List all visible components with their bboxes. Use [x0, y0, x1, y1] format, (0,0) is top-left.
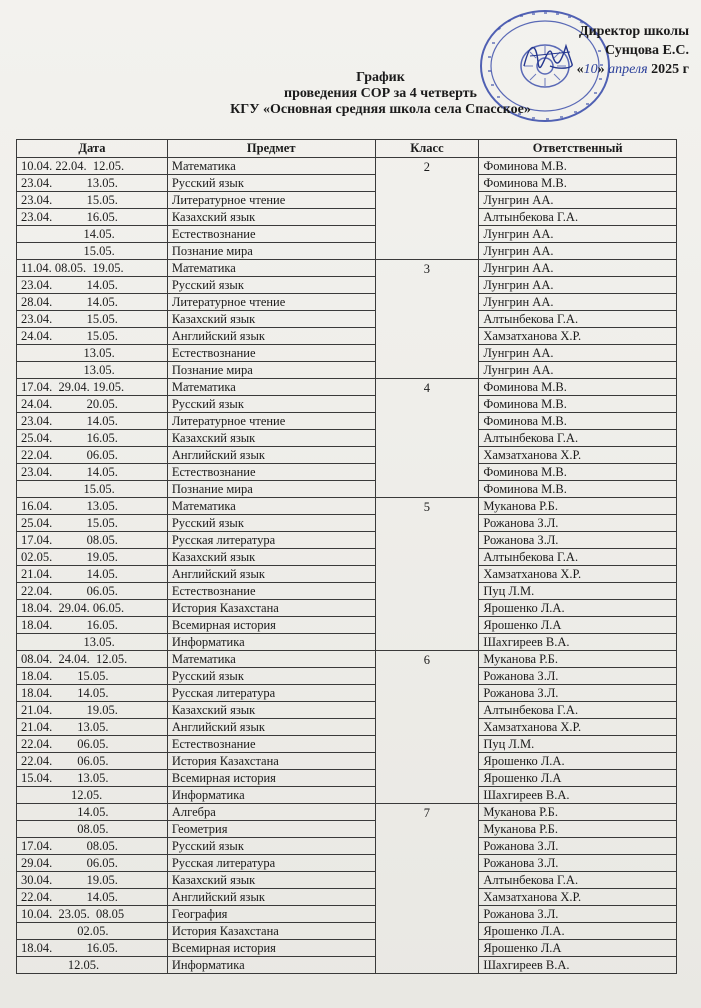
subject-cell: Геометрия: [167, 821, 375, 838]
date-cell: 11.04. 08.05. 19.05.: [17, 260, 168, 277]
table-row: [17, 855, 677, 872]
teacher-cell: Лунгрин АА.: [479, 192, 677, 209]
table-row: [17, 634, 677, 651]
teacher-cell: Лунгрин АА.: [479, 243, 677, 260]
teacher-cell: Рожанова З.Л.: [479, 532, 677, 549]
table-row: [17, 719, 677, 736]
date-cell: 18.04. 14.05.: [17, 685, 168, 702]
class-cell: 4: [375, 379, 479, 498]
date-cell: 23.04. 16.05.: [17, 209, 168, 226]
date-cell: 18.04. 16.05.: [17, 940, 168, 957]
teacher-cell: Лунгрин АА.: [479, 277, 677, 294]
date-cell: 12.05.: [17, 957, 168, 974]
subject-cell: Английский язык: [167, 328, 375, 345]
date-cell: 28.04. 14.05.: [17, 294, 168, 311]
teacher-cell: Фоминова М.В.: [479, 413, 677, 430]
teacher-cell: Фоминова М.В.: [479, 379, 677, 396]
table-row: [17, 821, 677, 838]
subject-cell: Естествознание: [167, 736, 375, 753]
table-row: [17, 464, 677, 481]
date-cell: 21.04. 19.05.: [17, 702, 168, 719]
teacher-cell: Ярошенко Л.А.: [479, 753, 677, 770]
teacher-cell: Рожанова З.Л.: [479, 515, 677, 532]
subject-cell: Русский язык: [167, 668, 375, 685]
subject-cell: История Казахстана: [167, 923, 375, 940]
table-row: [17, 379, 677, 396]
date-cell: 24.04. 20.05.: [17, 396, 168, 413]
subject-cell: Казахский язык: [167, 549, 375, 566]
table-row: [17, 515, 677, 532]
table-row: [17, 923, 677, 940]
table-row: [17, 668, 677, 685]
subject-cell: Казахский язык: [167, 702, 375, 719]
subject-cell: Информатика: [167, 957, 375, 974]
date-cell: 17.04. 29.04. 19.05.: [17, 379, 168, 396]
table-row: [17, 260, 677, 277]
date-cell: 23.04. 15.05.: [17, 311, 168, 328]
table-row: [17, 940, 677, 957]
table-row: [17, 787, 677, 804]
subject-cell: История Казахстана: [167, 753, 375, 770]
date-cell: 23.04. 14.05.: [17, 464, 168, 481]
table-row: [17, 413, 677, 430]
teacher-cell: Ярошенко Л.А: [479, 770, 677, 787]
table-row: [17, 906, 677, 923]
date-cell: 15.05.: [17, 481, 168, 498]
date-cell: 02.05. 19.05.: [17, 549, 168, 566]
teacher-cell: Хамзатханова Х.Р.: [479, 566, 677, 583]
table-row: [17, 872, 677, 889]
date-cell: 15.05.: [17, 243, 168, 260]
subject-cell: Естествознание: [167, 583, 375, 600]
subject-cell: Математика: [167, 379, 375, 396]
subject-cell: Математика: [167, 158, 375, 175]
date-cell: 24.04. 15.05.: [17, 328, 168, 345]
subject-cell: Математика: [167, 498, 375, 515]
date-cell: 25.04. 16.05.: [17, 430, 168, 447]
teacher-cell: Рожанова З.Л.: [479, 855, 677, 872]
subject-cell: Информатика: [167, 634, 375, 651]
subject-cell: Русский язык: [167, 515, 375, 532]
teacher-cell: Пуц Л.М.: [479, 583, 677, 600]
table-row: [17, 804, 677, 821]
teacher-cell: Лунгрин АА.: [479, 226, 677, 243]
subject-cell: Русский язык: [167, 396, 375, 413]
header-class: Класс: [375, 140, 479, 158]
teacher-cell: Ярошенко Л.А: [479, 940, 677, 957]
subject-cell: Русская литература: [167, 685, 375, 702]
teacher-cell: Лунгрин АА.: [479, 362, 677, 379]
subject-cell: Английский язык: [167, 447, 375, 464]
table-header-row: [17, 140, 677, 158]
date-cell: 23.04. 14.05.: [17, 413, 168, 430]
teacher-cell: Лунгрин АА.: [479, 294, 677, 311]
teacher-cell: Ярошенко Л.А.: [479, 600, 677, 617]
teacher-cell: Хамзатханова Х.Р.: [479, 889, 677, 906]
date-day: 10: [583, 62, 598, 77]
subject-cell: Литературное чтение: [167, 294, 375, 311]
date-cell: 10.04. 23.05. 08.05: [17, 906, 168, 923]
table-row: [17, 736, 677, 753]
teacher-cell: Алтынбекова Г.А.: [479, 549, 677, 566]
subject-cell: Естествознание: [167, 464, 375, 481]
date-cell: 23.04. 15.05.: [17, 192, 168, 209]
subject-cell: Всемирная история: [167, 940, 375, 957]
date-cell: 15.04. 13.05.: [17, 770, 168, 787]
subject-cell: Познание мира: [167, 481, 375, 498]
teacher-cell: Муканова Р.Б.: [479, 651, 677, 668]
table-row: [17, 617, 677, 634]
class-cell: 3: [375, 260, 479, 379]
subject-cell: Английский язык: [167, 719, 375, 736]
title-line-3: КГУ «Основная средняя школа села Спасское»: [230, 102, 531, 117]
table-row: [17, 209, 677, 226]
table-row: [17, 396, 677, 413]
table-row: [17, 532, 677, 549]
teacher-cell: Фоминова М.В.: [479, 396, 677, 413]
schedule-table: [16, 139, 677, 974]
title-line-1: График: [356, 70, 405, 85]
subject-cell: Математика: [167, 651, 375, 668]
date-cell: 22.04. 06.05.: [17, 583, 168, 600]
teacher-cell: Хамзатханова Х.Р.: [479, 328, 677, 345]
subject-cell: Русская литература: [167, 532, 375, 549]
subject-cell: Литературное чтение: [167, 192, 375, 209]
title-line-2: проведения СОР за 4 четверть: [284, 86, 477, 101]
date-cell: 08.05.: [17, 821, 168, 838]
teacher-cell: Алтынбекова Г.А.: [479, 209, 677, 226]
date-cell: 18.04. 29.04. 06.05.: [17, 600, 168, 617]
table-row: [17, 175, 677, 192]
table-row: [17, 770, 677, 787]
document-title: [0, 70, 701, 118]
teacher-cell: Ярошенко Л.А.: [479, 923, 677, 940]
date-cell: 13.05.: [17, 345, 168, 362]
subject-cell: Английский язык: [167, 566, 375, 583]
header-subject: Предмет: [167, 140, 375, 158]
date-cell: 10.04. 22.04. 12.05.: [17, 158, 168, 175]
date-cell: 22.04. 06.05.: [17, 447, 168, 464]
table-row: [17, 277, 677, 294]
date-cell: 13.05.: [17, 634, 168, 651]
teacher-cell: Лунгрин АА.: [479, 260, 677, 277]
teacher-cell: Фоминова М.В.: [479, 481, 677, 498]
teacher-cell: Муканова Р.Б.: [479, 821, 677, 838]
date-cell: 17.04. 08.05.: [17, 532, 168, 549]
date-cell: 16.04. 13.05.: [17, 498, 168, 515]
subject-cell: Казахский язык: [167, 430, 375, 447]
table-row: [17, 702, 677, 719]
teacher-cell: Фоминова М.В.: [479, 464, 677, 481]
teacher-cell: Ярошенко Л.А: [479, 617, 677, 634]
teacher-cell: Муканова Р.Б.: [479, 804, 677, 821]
teacher-cell: Рожанова З.Л.: [479, 685, 677, 702]
date-cell: 14.05.: [17, 226, 168, 243]
date-cell: 21.04. 14.05.: [17, 566, 168, 583]
table-row: [17, 311, 677, 328]
date-cell: 02.05.: [17, 923, 168, 940]
date-cell: 12.05.: [17, 787, 168, 804]
subject-cell: Информатика: [167, 787, 375, 804]
class-cell: 2: [375, 158, 479, 260]
table-row: [17, 345, 677, 362]
date-prefix: «: [576, 62, 584, 77]
teacher-cell: Алтынбекова Г.А.: [479, 702, 677, 719]
subject-cell: Познание мира: [167, 362, 375, 379]
subject-cell: Математика: [167, 260, 375, 277]
table-row: [17, 583, 677, 600]
subject-cell: Казахский язык: [167, 311, 375, 328]
table-row: [17, 685, 677, 702]
teacher-cell: Алтынбекова Г.А.: [479, 430, 677, 447]
subject-cell: Русский язык: [167, 838, 375, 855]
table-row: [17, 192, 677, 209]
date-cell: 30.04. 19.05.: [17, 872, 168, 889]
subject-cell: Естествознание: [167, 345, 375, 362]
date-cell: 23.04. 13.05.: [17, 175, 168, 192]
subject-cell: Познание мира: [167, 243, 375, 260]
header-teacher: Ответственный: [479, 140, 677, 158]
teacher-cell: Шахгиреев В.А.: [479, 787, 677, 804]
class-cell: 5: [375, 498, 479, 651]
table-row: [17, 362, 677, 379]
class-cell: 7: [375, 804, 479, 974]
teacher-cell: Рожанова З.Л.: [479, 906, 677, 923]
teacher-cell: Алтынбекова Г.А.: [479, 872, 677, 889]
table-row: [17, 753, 677, 770]
table-row: [17, 651, 677, 668]
date-cell: 21.04. 13.05.: [17, 719, 168, 736]
date-cell: 22.04. 14.05.: [17, 889, 168, 906]
teacher-cell: Шахгиреев В.А.: [479, 957, 677, 974]
teacher-cell: Хамзатханова Х.Р.: [479, 447, 677, 464]
date-cell: 18.04. 16.05.: [17, 617, 168, 634]
table-row: [17, 549, 677, 566]
table-row: [17, 430, 677, 447]
subject-cell: Английский язык: [167, 889, 375, 906]
date-cell: 22.04. 06.05.: [17, 736, 168, 753]
subject-cell: Всемирная история: [167, 617, 375, 634]
date-cell: 14.05.: [17, 804, 168, 821]
subject-cell: Алгебра: [167, 804, 375, 821]
teacher-cell: Рожанова З.Л.: [479, 668, 677, 685]
subject-cell: Русская литература: [167, 855, 375, 872]
teacher-cell: Хамзатханова Х.Р.: [479, 719, 677, 736]
date-cell: 22.04. 06.05.: [17, 753, 168, 770]
table-row: [17, 447, 677, 464]
date-cell: 18.04. 15.05.: [17, 668, 168, 685]
teacher-cell: Шахгиреев В.А.: [479, 634, 677, 651]
date-cell: 17.04. 08.05.: [17, 838, 168, 855]
subject-cell: Литературное чтение: [167, 413, 375, 430]
table-row: [17, 838, 677, 855]
table-row: [17, 566, 677, 583]
table-row: [17, 226, 677, 243]
table-row: [17, 600, 677, 617]
table-row: [17, 889, 677, 906]
subject-cell: История Казахстана: [167, 600, 375, 617]
header-date: Дата: [17, 140, 168, 158]
date-cell: 13.05.: [17, 362, 168, 379]
date-cell: 25.04. 15.05.: [17, 515, 168, 532]
teacher-cell: Муканова Р.Б.: [479, 498, 677, 515]
table-row: [17, 957, 677, 974]
subject-cell: Естествознание: [167, 226, 375, 243]
table-row: [17, 243, 677, 260]
table-row: [17, 498, 677, 515]
teacher-cell: Алтынбекова Г.А.: [479, 311, 677, 328]
subject-cell: География: [167, 906, 375, 923]
table-row: [17, 294, 677, 311]
subject-cell: Всемирная история: [167, 770, 375, 787]
subject-cell: Русский язык: [167, 175, 375, 192]
table-row: [17, 481, 677, 498]
teacher-cell: Пуц Л.М.: [479, 736, 677, 753]
date-mid: »: [597, 62, 605, 77]
director-name: Сунцова Е.С.: [604, 43, 689, 58]
date-month: апреля: [608, 62, 648, 77]
subject-cell: Казахский язык: [167, 209, 375, 226]
subject-cell: Казахский язык: [167, 872, 375, 889]
class-cell: 6: [375, 651, 479, 804]
teacher-cell: Рожанова З.Л.: [479, 838, 677, 855]
date-cell: 23.04. 14.05.: [17, 277, 168, 294]
date-year: 2025 г: [651, 62, 689, 77]
table-row: [17, 328, 677, 345]
teacher-cell: Фоминова М.В.: [479, 175, 677, 192]
date-cell: 08.04. 24.04. 12.05.: [17, 651, 168, 668]
teacher-cell: Лунгрин АА.: [479, 345, 677, 362]
date-cell: 29.04. 06.05.: [17, 855, 168, 872]
schedule-body: [17, 158, 677, 974]
teacher-cell: Фоминова М.В.: [479, 158, 677, 175]
director-position: Директор школы: [578, 24, 689, 39]
subject-cell: Русский язык: [167, 277, 375, 294]
table-row: [17, 158, 677, 175]
